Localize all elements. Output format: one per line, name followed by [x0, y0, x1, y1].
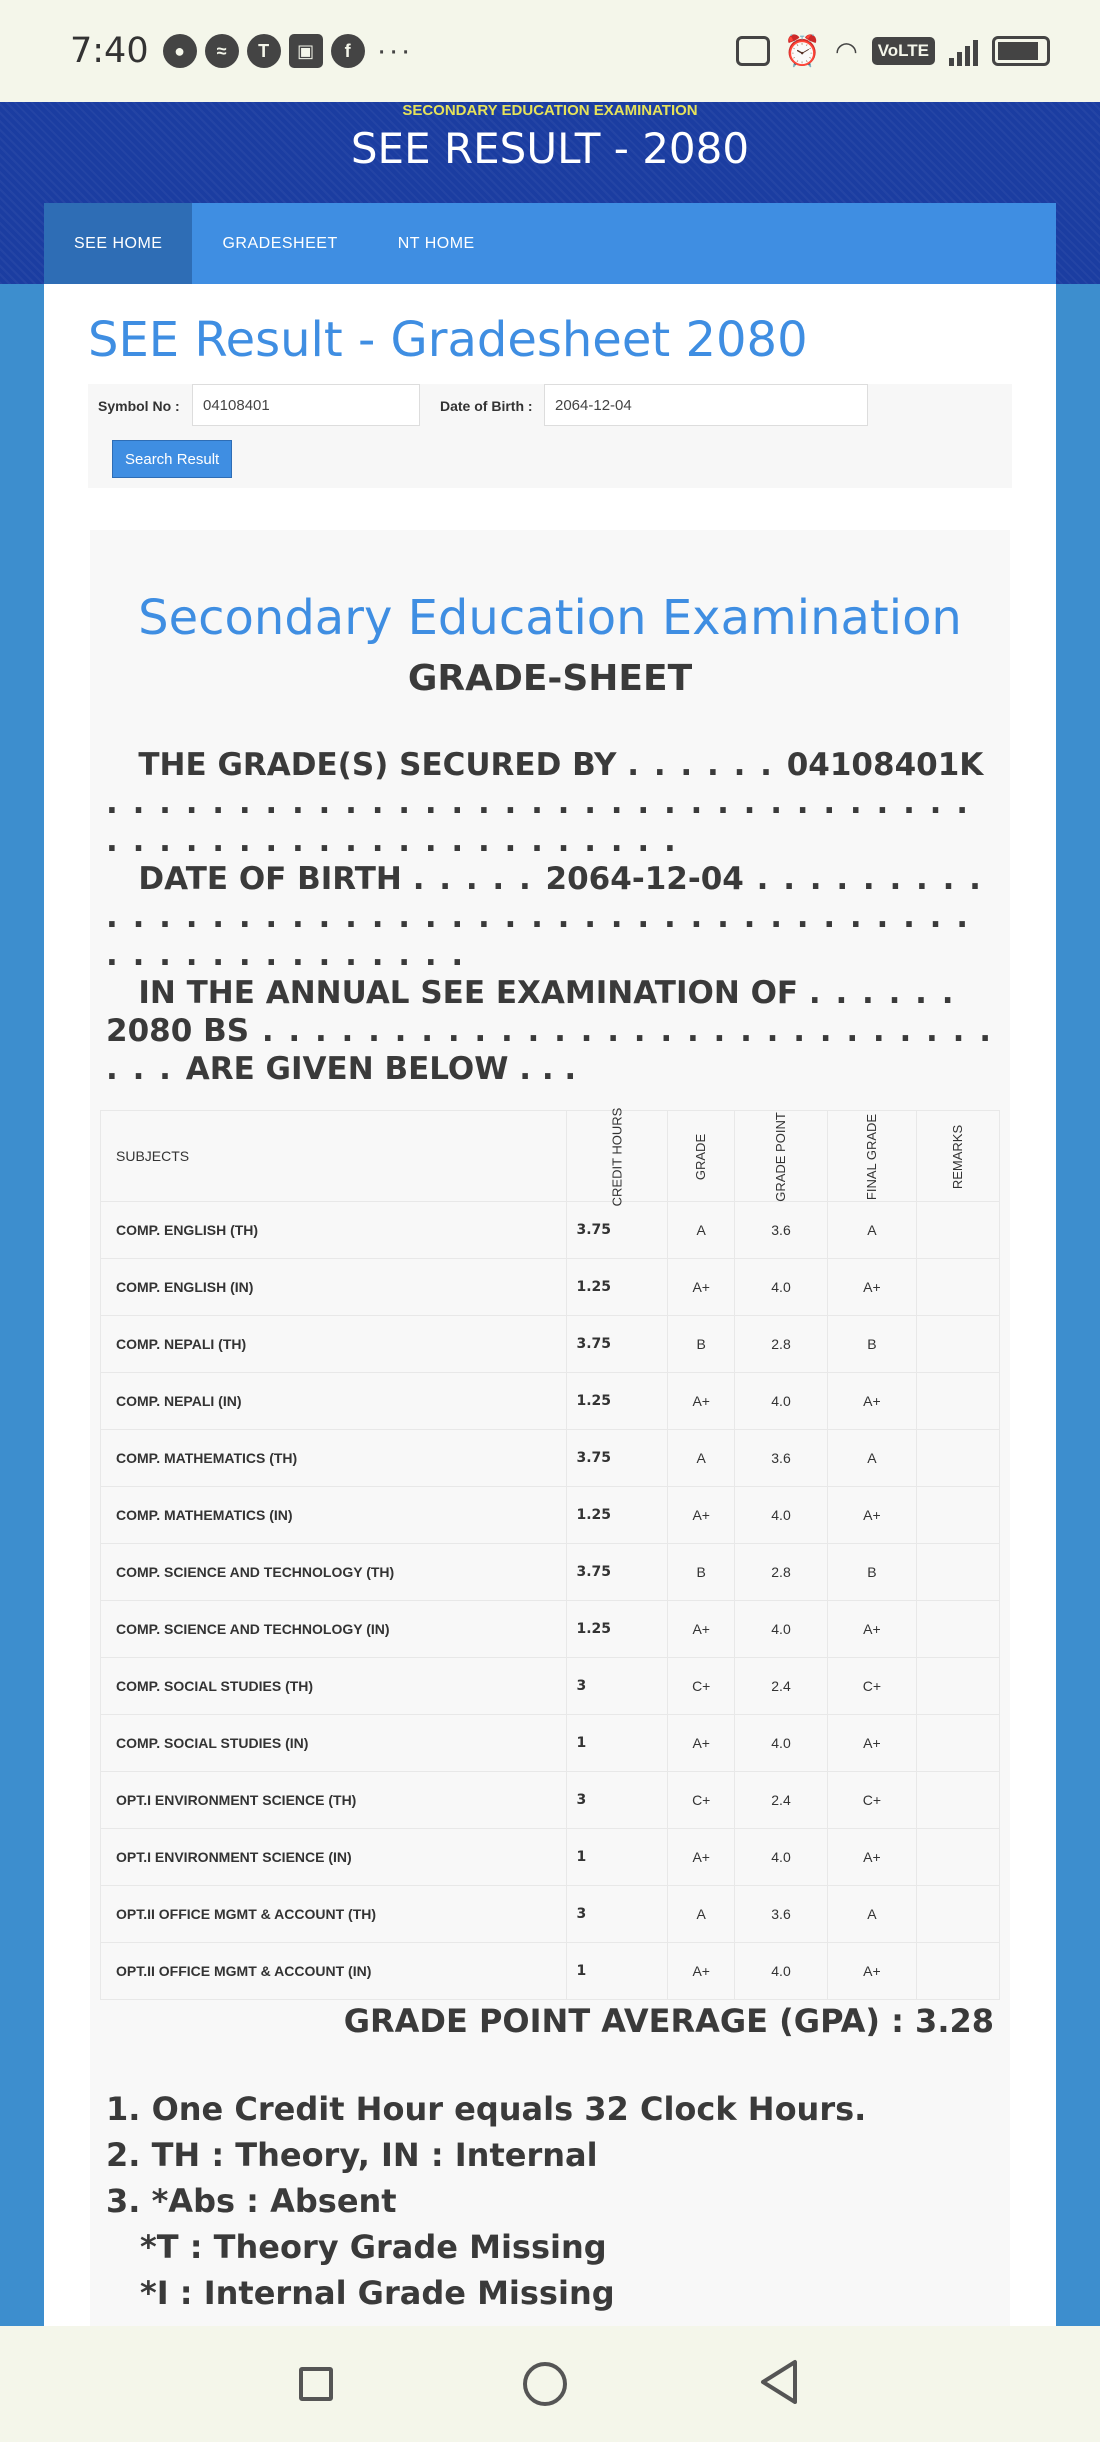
final-grade-cell: C+: [827, 1658, 916, 1715]
subject-cell: COMP. NEPALI (IN): [101, 1373, 567, 1430]
exam-statement: IN THE ANNUAL SEE EXAMINATION OF . . . . . . 2080 BS . . . . . . . . . . . . . . . . . . . . . . . . . . . . . . . ARE GIVEN BELOW . . .: [106, 975, 993, 1087]
dob-label: Date of Birth :: [440, 398, 533, 414]
table-row: [101, 1658, 1000, 1715]
photo-app-icon: ▣: [289, 34, 323, 68]
table-row: [101, 1259, 1000, 1316]
main-nav: [44, 203, 1056, 284]
grade-point-cell: 4.0: [735, 1259, 828, 1316]
col-grade: GRADE: [668, 1111, 735, 1202]
final-grade-cell: A: [827, 1430, 916, 1487]
grade-cell: A: [668, 1886, 735, 1943]
notification-icons: [163, 34, 413, 68]
grade-cell: C+: [668, 1658, 735, 1715]
remarks-cell: [917, 1943, 1000, 2000]
exam-year: 2080: [106, 1013, 193, 1049]
secured-by-statement: THE GRADE(S) SECURED BY . . . . . . 04108401K . . . . . . . . . . . . . . . . . . . . . . . . . . . . . . . . . . . . . . . . . . . . . . . . . . . . . . .: [106, 747, 984, 859]
credit-cell: 1.25: [566, 1601, 668, 1658]
nav-nt-home[interactable]: NT HOME: [397, 234, 475, 252]
table-row: [101, 1373, 1000, 1430]
credit-cell: 3.75: [566, 1202, 668, 1259]
more-notifications-icon: ···: [376, 34, 413, 67]
col-subjects: SUBJECTS: [101, 1111, 567, 1202]
grade-cell: B: [668, 1316, 735, 1373]
subject-cell: COMP. NEPALI (TH): [101, 1316, 567, 1373]
subject-cell: COMP. ENGLISH (IN): [101, 1259, 567, 1316]
grade-cell: A: [668, 1202, 735, 1259]
grade-cell: A+: [668, 1259, 735, 1316]
table-row: [101, 1715, 1000, 1772]
alarm-icon: ⏰: [783, 34, 821, 68]
given-text: ARE GIVEN: [185, 1051, 374, 1087]
credit-cell: 3.75: [566, 1430, 668, 1487]
grade-point-cell: 4.0: [735, 1715, 828, 1772]
remarks-cell: [917, 1601, 1000, 1658]
dob-prefix: DATE OF BIRTH: [138, 861, 402, 897]
exam-prefix: IN THE ANNUAL SEE EXAMINATION OF: [138, 975, 799, 1011]
table-row: [101, 1886, 1000, 1943]
grade-cell: A+: [668, 1373, 735, 1430]
header-title: SEE RESULT - 2080: [350, 124, 750, 173]
final-grade-cell: A+: [827, 1373, 916, 1430]
remarks-cell: [917, 1202, 1000, 1259]
remarks-cell: [917, 1829, 1000, 1886]
symbol-value: 04108401K: [786, 747, 984, 783]
volte-badge: VoLTE: [872, 37, 935, 65]
final-grade-cell: A: [827, 1886, 916, 1943]
subject-cell: COMP. SOCIAL STUDIES (TH): [101, 1658, 567, 1715]
final-grade-cell: A+: [827, 1715, 916, 1772]
col-grade-point: GRADE POINT: [735, 1111, 828, 1202]
subject-cell: OPT.II OFFICE MGMT & ACCOUNT (TH): [101, 1886, 567, 1943]
credit-cell: 1.25: [566, 1487, 668, 1544]
credit-cell: 3: [566, 1772, 668, 1829]
credit-cell: 1.25: [566, 1373, 668, 1430]
remarks-cell: [917, 1715, 1000, 1772]
remarks-cell: [917, 1772, 1000, 1829]
note-item: *T : Theory Grade Missing: [140, 2228, 607, 2266]
header-kicker: SECONDARY EDUCATION EXAMINATION: [402, 102, 698, 119]
table-row: [101, 1202, 1000, 1259]
recents-button[interactable]: [299, 2367, 333, 2401]
table-row: [101, 1487, 1000, 1544]
grade-point-cell: 4.0: [735, 1601, 828, 1658]
subject-cell: COMP. SCIENCE AND TECHNOLOGY (TH): [101, 1544, 567, 1601]
table-row: [101, 1943, 1000, 2000]
signal-icon: [949, 36, 978, 66]
remarks-cell: [917, 1886, 1000, 1943]
credit-cell: 1: [566, 1943, 668, 2000]
table-row: [101, 1316, 1000, 1373]
final-grade-cell: A+: [827, 1601, 916, 1658]
grade-cell: A: [668, 1430, 735, 1487]
credit-cell: 1.25: [566, 1259, 668, 1316]
nfc-icon: [736, 36, 770, 66]
sheet-title: Secondary Education Examination: [138, 590, 962, 646]
grade-cell: B: [668, 1544, 735, 1601]
remarks-cell: [917, 1544, 1000, 1601]
site-header: [0, 102, 1100, 284]
page-title: SEE Result - Gradesheet 2080: [88, 312, 808, 368]
note-item: 3. *Abs : Absent: [106, 2182, 397, 2220]
table-row: [101, 1544, 1000, 1601]
back-button[interactable]: [757, 2358, 801, 2411]
grade-point-cell: 3.6: [735, 1202, 828, 1259]
final-grade-cell: C+: [827, 1772, 916, 1829]
grade-point-cell: 2.4: [735, 1772, 828, 1829]
grades-table: [100, 1107, 1000, 2000]
grade-point-cell: 2.8: [735, 1544, 828, 1601]
status-bar: [0, 0, 1100, 102]
credit-cell: 1: [566, 1829, 668, 1886]
system-nav-bar: [0, 2326, 1100, 2442]
dob-input[interactable]: 2064-12-04: [544, 384, 868, 426]
exam-bs: BS: [203, 1013, 250, 1049]
grade-cell: A+: [668, 1829, 735, 1886]
grade-cell: A+: [668, 1487, 735, 1544]
credit-cell: 3: [566, 1658, 668, 1715]
remarks-cell: [917, 1487, 1000, 1544]
messenger-icon: ≈: [205, 34, 239, 68]
note-item: 1. One Credit Hour equals 32 Clock Hours.: [106, 2090, 867, 2128]
grade-point-cell: 3.6: [735, 1886, 828, 1943]
subject-cell: OPT.I ENVIRONMENT SCIENCE (TH): [101, 1772, 567, 1829]
t-app-icon: T: [247, 34, 281, 68]
grade-cell: A+: [668, 1601, 735, 1658]
table-row: [101, 1772, 1000, 1829]
col-final-grade: FINAL GRADE: [827, 1111, 916, 1202]
grade-point-cell: 4.0: [735, 1487, 828, 1544]
grade-sheet: [90, 530, 1010, 2326]
table-row: [101, 1829, 1000, 1886]
grade-point-cell: 3.6: [735, 1430, 828, 1487]
grade-point-cell: 2.8: [735, 1316, 828, 1373]
below-text: BELOW . . .: [384, 1051, 577, 1087]
back-icon: [757, 2358, 801, 2406]
subject-cell: COMP. MATHEMATICS (IN): [101, 1487, 567, 1544]
home-button[interactable]: [523, 2362, 567, 2406]
table-row: [101, 1601, 1000, 1658]
remarks-cell: [917, 1658, 1000, 1715]
col-credit-hours: CREDIT HOURS: [566, 1111, 668, 1202]
chat-bubble-icon: ●: [163, 34, 197, 68]
subject-cell: OPT.I ENVIRONMENT SCIENCE (IN): [101, 1829, 567, 1886]
battery-icon: [992, 36, 1050, 66]
secured-by-prefix: THE GRADE(S) SECURED BY: [138, 747, 617, 783]
remarks-cell: [917, 1430, 1000, 1487]
notes: [106, 2086, 866, 2316]
search-result-button[interactable]: Search Result: [112, 440, 232, 478]
remarks-cell: [917, 1373, 1000, 1430]
col-remarks: REMARKS: [917, 1111, 1000, 1202]
grade-cell: A+: [668, 1943, 735, 2000]
facebook-icon: f: [331, 34, 365, 68]
grade-cell: C+: [668, 1772, 735, 1829]
final-grade-cell: A+: [827, 1487, 916, 1544]
final-grade-cell: A+: [827, 1829, 916, 1886]
note-item: *I : Internal Grade Missing: [140, 2274, 615, 2312]
main-content: [44, 284, 1056, 2326]
nav-see-home[interactable]: SEE HOME: [44, 203, 192, 284]
grade-point-cell: 4.0: [735, 1829, 828, 1886]
credit-cell: 1: [566, 1715, 668, 1772]
grade-point-cell: 4.0: [735, 1943, 828, 2000]
grade-cell: A+: [668, 1715, 735, 1772]
gpa-text: GRADE POINT AVERAGE (GPA) : 3.28: [343, 2002, 994, 2040]
credit-cell: 3.75: [566, 1316, 668, 1373]
status-time: 7:40: [70, 31, 149, 71]
grade-point-cell: 4.0: [735, 1373, 828, 1430]
final-grade-cell: B: [827, 1316, 916, 1373]
subject-cell: COMP. SCIENCE AND TECHNOLOGY (IN): [101, 1601, 567, 1658]
dob-statement: DATE OF BIRTH . . . . . 2064-12-04 . . . . . . . . . . . . . . . . . . . . . . . . . . . . . . . . . . . . . . . . . . . . . . . . . . . . . . . .: [106, 861, 983, 973]
dob-value: 2064-12-04: [545, 861, 744, 897]
subject-cell: COMP. ENGLISH (TH): [101, 1202, 567, 1259]
subject-cell: COMP. MATHEMATICS (TH): [101, 1430, 567, 1487]
symbol-label: Symbol No :: [98, 398, 180, 414]
grade-point-cell: 2.4: [735, 1658, 828, 1715]
remarks-cell: [917, 1259, 1000, 1316]
credit-cell: 3: [566, 1886, 668, 1943]
final-grade-cell: A: [827, 1202, 916, 1259]
final-grade-cell: A+: [827, 1259, 916, 1316]
nav-gradesheet[interactable]: GRADESHEET: [222, 234, 338, 252]
final-grade-cell: A+: [827, 1943, 916, 2000]
table-header-row: [101, 1111, 1000, 1202]
wifi-icon: ◠: [835, 35, 858, 66]
symbol-input[interactable]: 04108401: [192, 384, 420, 426]
search-form: [88, 384, 1012, 488]
subject-cell: OPT.II OFFICE MGMT & ACCOUNT (IN): [101, 1943, 567, 2000]
credit-cell: 3.75: [566, 1544, 668, 1601]
table-row: [101, 1430, 1000, 1487]
sheet-subtitle: GRADE-SHEET: [407, 658, 693, 699]
note-item: 2. TH : Theory, IN : Internal: [106, 2136, 598, 2174]
remarks-cell: [917, 1316, 1000, 1373]
final-grade-cell: B: [827, 1544, 916, 1601]
subject-cell: COMP. SOCIAL STUDIES (IN): [101, 1715, 567, 1772]
